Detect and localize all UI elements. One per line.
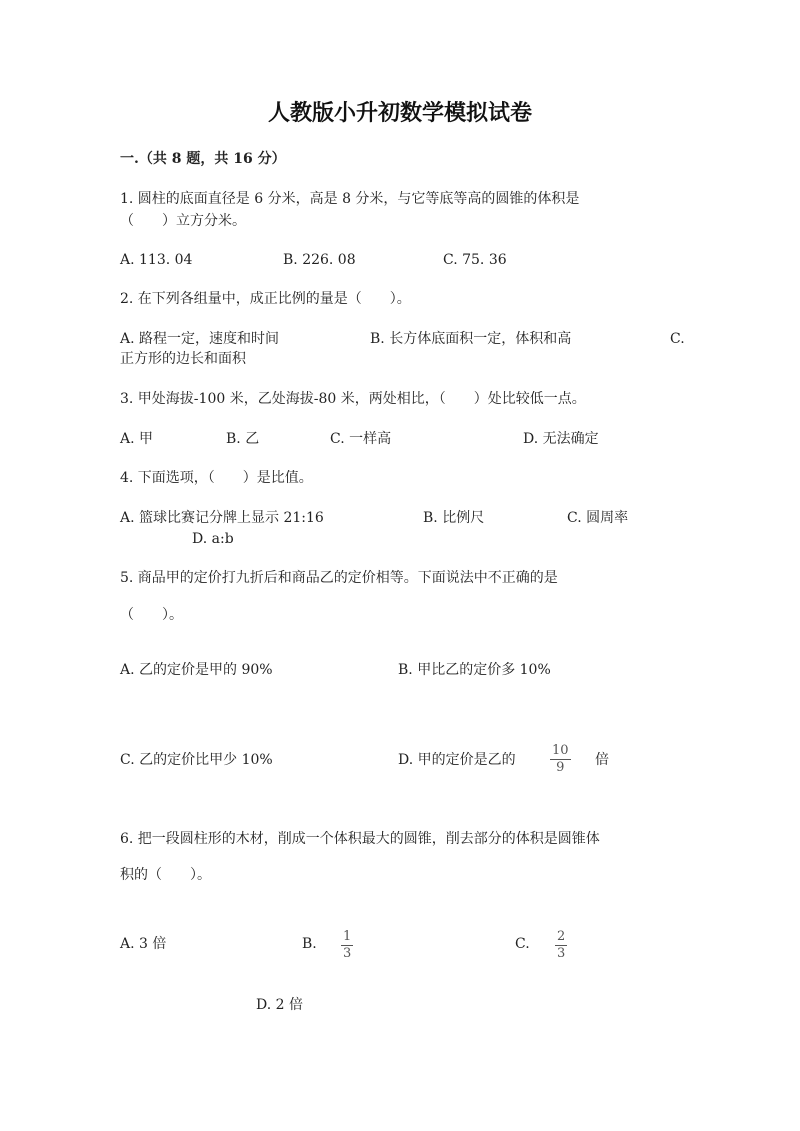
q2-option-a[interactable]: A. 路程一定，速度和时间 bbox=[120, 331, 280, 347]
fraction-numerator: 10 bbox=[552, 743, 569, 758]
question-6-text: 6. 把一段圆柱形的木材，削成一个体积最大的圆锥，削去部分的体积是圆锥体 bbox=[120, 831, 600, 847]
question-4-text: 4. 下面选项，（ ）是比值。 bbox=[120, 470, 313, 486]
q5-option-c[interactable]: C. 乙的定价比甲少 10% bbox=[120, 752, 273, 768]
q4-option-d[interactable]: D. a:b bbox=[192, 531, 234, 547]
q4-option-c[interactable]: C. 圆周率 bbox=[567, 510, 629, 526]
fraction-denominator: 3 bbox=[557, 946, 566, 961]
q6-option-b-fraction bbox=[341, 930, 353, 961]
fraction-numerator: 2 bbox=[557, 929, 566, 944]
q5-option-d-suffix: 倍 bbox=[595, 752, 609, 768]
q6-option-c[interactable]: C. bbox=[515, 936, 530, 952]
question-6-text-cont: 积的（ ）。 bbox=[120, 867, 211, 883]
q3-option-c[interactable]: C. 一样高 bbox=[330, 431, 392, 447]
q4-option-a[interactable]: A. 篮球比赛记分牌上显示 21:16 bbox=[120, 510, 324, 526]
q1-option-a[interactable]: A. 113. 04 bbox=[120, 252, 193, 268]
q5-option-d[interactable]: D. 甲的定价是乙的 bbox=[398, 752, 516, 768]
fraction-denominator: 9 bbox=[556, 760, 565, 775]
q3-option-a[interactable]: A. 甲 bbox=[120, 431, 154, 447]
q6-option-d[interactable]: D. 2 倍 bbox=[256, 997, 303, 1013]
q1-option-b[interactable]: B. 226. 08 bbox=[283, 252, 356, 268]
q3-option-b[interactable]: B. 乙 bbox=[226, 431, 260, 447]
question-1-text-cont: （ ）立方分米。 bbox=[120, 213, 246, 229]
question-5-text-cont: （ ）。 bbox=[120, 607, 183, 623]
q1-option-c[interactable]: C. 75. 36 bbox=[443, 252, 507, 268]
question-1-text: 1. 圆柱的底面直径是 6 分米，高是 8 分米，与它等底等高的圆锥的体积是 bbox=[120, 191, 580, 207]
page-title: 人教版小升初数学模拟试卷 bbox=[267, 100, 532, 126]
q3-option-d[interactable]: D. 无法确定 bbox=[523, 431, 599, 447]
fraction-numerator: 1 bbox=[343, 929, 352, 944]
q2-option-c-text[interactable]: 正方形的边长和面积 bbox=[120, 351, 246, 367]
question-3-text: 3. 甲处海拔-100 米，乙处海拔-80 米，两处相比，（ ）处比较低一点。 bbox=[120, 391, 586, 407]
q4-option-b[interactable]: B. 比例尺 bbox=[423, 510, 485, 526]
q6-option-b[interactable]: B. bbox=[302, 936, 317, 952]
q6-option-c-fraction bbox=[555, 930, 567, 961]
q5-option-d-fraction bbox=[550, 744, 571, 775]
question-2-text: 2. 在下列各组量中，成正比例的量是（ ）。 bbox=[120, 291, 411, 307]
section-heading: 一.（共 8 题，共 16 分） bbox=[120, 151, 286, 167]
q2-option-b[interactable]: B. 长方体底面积一定，体积和高 bbox=[370, 331, 572, 347]
fraction-denominator: 3 bbox=[343, 946, 352, 961]
q5-option-a[interactable]: A. 乙的定价是甲的 90% bbox=[120, 662, 273, 678]
q5-option-b[interactable]: B. 甲比乙的定价多 10% bbox=[398, 662, 551, 678]
q2-option-c[interactable]: C. bbox=[670, 331, 685, 347]
q6-option-a[interactable]: A. 3 倍 bbox=[120, 936, 167, 952]
question-5-text: 5. 商品甲的定价打九折后和商品乙的定价相等。下面说法中不正确的是 bbox=[120, 570, 558, 586]
